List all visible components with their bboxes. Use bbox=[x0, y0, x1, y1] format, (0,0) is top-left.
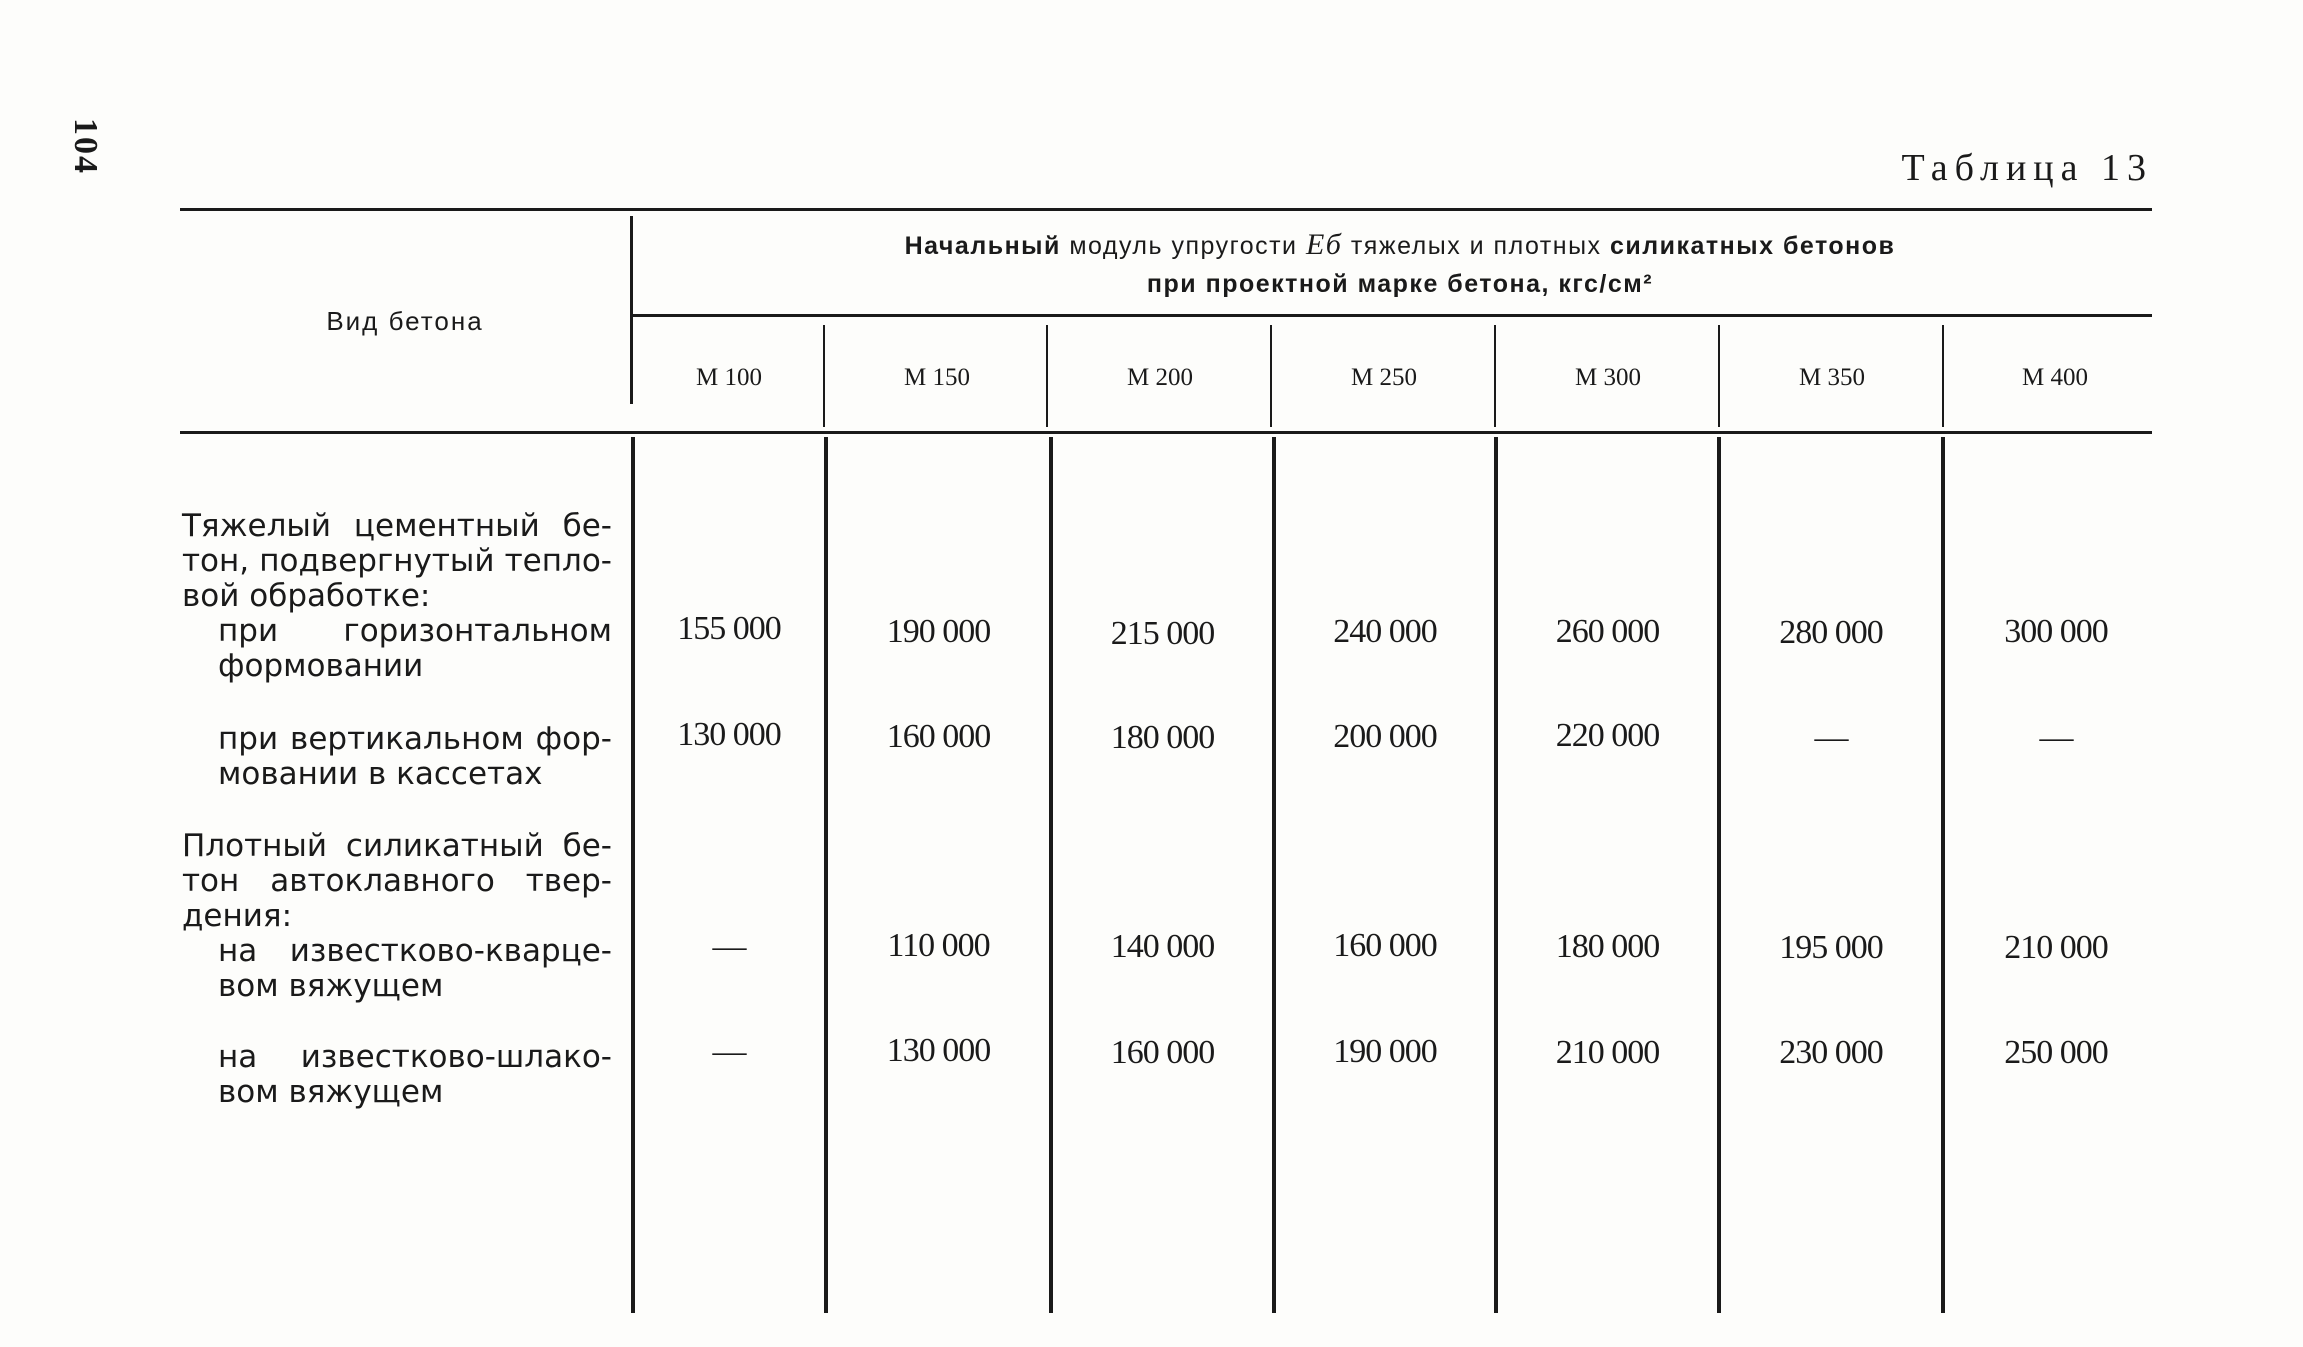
header-bold-word: Начальный bbox=[904, 232, 1061, 260]
table-cell: 110 000 bbox=[887, 927, 990, 964]
group-label-silicate-concrete: Плотный силикатный бе- тон автоклавного твер- дения: bbox=[182, 828, 612, 934]
table-cell: 230 000 bbox=[1779, 1034, 1883, 1071]
table-cell: 180 000 bbox=[1110, 719, 1215, 756]
table-cell: 160 000 bbox=[1333, 927, 1437, 964]
body-divider bbox=[1717, 437, 1721, 1313]
table-cell: 155 000 bbox=[677, 610, 781, 647]
row-label-horizontal: при горизонтальном формовании bbox=[218, 613, 612, 684]
table-cell: 210 000 bbox=[1555, 1034, 1660, 1071]
table-cell: 210 000 bbox=[2004, 929, 2108, 966]
table-cell: 130 000 bbox=[677, 716, 781, 753]
modulus-symbol: Eб bbox=[1305, 228, 1343, 261]
header-divider bbox=[630, 216, 633, 404]
table-cell: 250 000 bbox=[2004, 1034, 2108, 1071]
grade-m400: М 400 bbox=[2022, 364, 2088, 391]
table-cell: 215 000 bbox=[1110, 615, 1215, 652]
grade-m200: М 200 bbox=[1127, 364, 1193, 391]
row-label-vertical: при вертикальном фор- мовании в кассетах bbox=[218, 721, 612, 792]
header-bold-word: силикатных бетонов bbox=[1609, 232, 1896, 260]
table-cell: — bbox=[712, 928, 746, 965]
table-cell: 200 000 bbox=[1333, 718, 1437, 755]
table-cell: 180 000 bbox=[1555, 928, 1660, 965]
table-cell: 160 000 bbox=[886, 718, 991, 755]
table-cell: 195 000 bbox=[1779, 929, 1883, 966]
table-cell: 300 000 bbox=[2004, 613, 2108, 650]
header-text: тяжелых и плотных bbox=[1342, 232, 1610, 260]
table-cell: 280 000 bbox=[1779, 614, 1883, 651]
grade-m150: М 150 bbox=[904, 364, 970, 391]
grade-m100: М 100 bbox=[696, 364, 762, 391]
page-number: 104 bbox=[67, 118, 104, 175]
table-cell: 190 000 bbox=[886, 613, 991, 650]
table-cell: — bbox=[1814, 719, 1848, 756]
header-sub-rule bbox=[632, 314, 2152, 317]
table-cell: 190 000 bbox=[1333, 1033, 1437, 1070]
table-cell: 140 000 bbox=[1110, 928, 1215, 965]
table-cell: 130 000 bbox=[886, 1032, 991, 1069]
grade-m300: М 300 bbox=[1575, 364, 1641, 391]
group-label-heavy-concrete: Тяжелый цементный бе- тон, подвергнутый тепло- вой обработке: bbox=[182, 508, 612, 614]
column-group-header bbox=[640, 226, 2160, 303]
table-caption: Таблица 13 bbox=[1901, 147, 2153, 189]
grade-m350: М 350 bbox=[1799, 364, 1865, 391]
table-cell: 240 000 bbox=[1333, 613, 1437, 650]
grade-m250: М 250 bbox=[1351, 364, 1417, 391]
body-divider bbox=[1941, 437, 1945, 1313]
table-top-rule bbox=[180, 208, 2152, 211]
body-divider bbox=[1494, 437, 1498, 1313]
header-bottom-rule bbox=[180, 431, 2152, 434]
body-divider bbox=[631, 437, 635, 1313]
row-label-lime-quartz: на известково-кварце- вом вяжущем bbox=[218, 933, 612, 1004]
row-header-label: Вид бетона bbox=[326, 306, 484, 336]
header-text: модуль упругости bbox=[1060, 232, 1306, 260]
table-cell: — bbox=[712, 1033, 746, 1070]
body-divider bbox=[824, 437, 828, 1313]
header-line-2: при проектной марке бетона, кгс/см² bbox=[1146, 270, 1654, 298]
row-label-lime-slag: на известково-шлако- вом вяжущем bbox=[218, 1039, 612, 1110]
table-cell: 160 000 bbox=[1110, 1034, 1215, 1071]
table-cell: 260 000 bbox=[1555, 613, 1660, 650]
table-cell: 220 000 bbox=[1555, 717, 1660, 754]
body-divider bbox=[1272, 437, 1276, 1313]
body-divider bbox=[1049, 437, 1053, 1313]
table-cell: — bbox=[2039, 719, 2073, 756]
